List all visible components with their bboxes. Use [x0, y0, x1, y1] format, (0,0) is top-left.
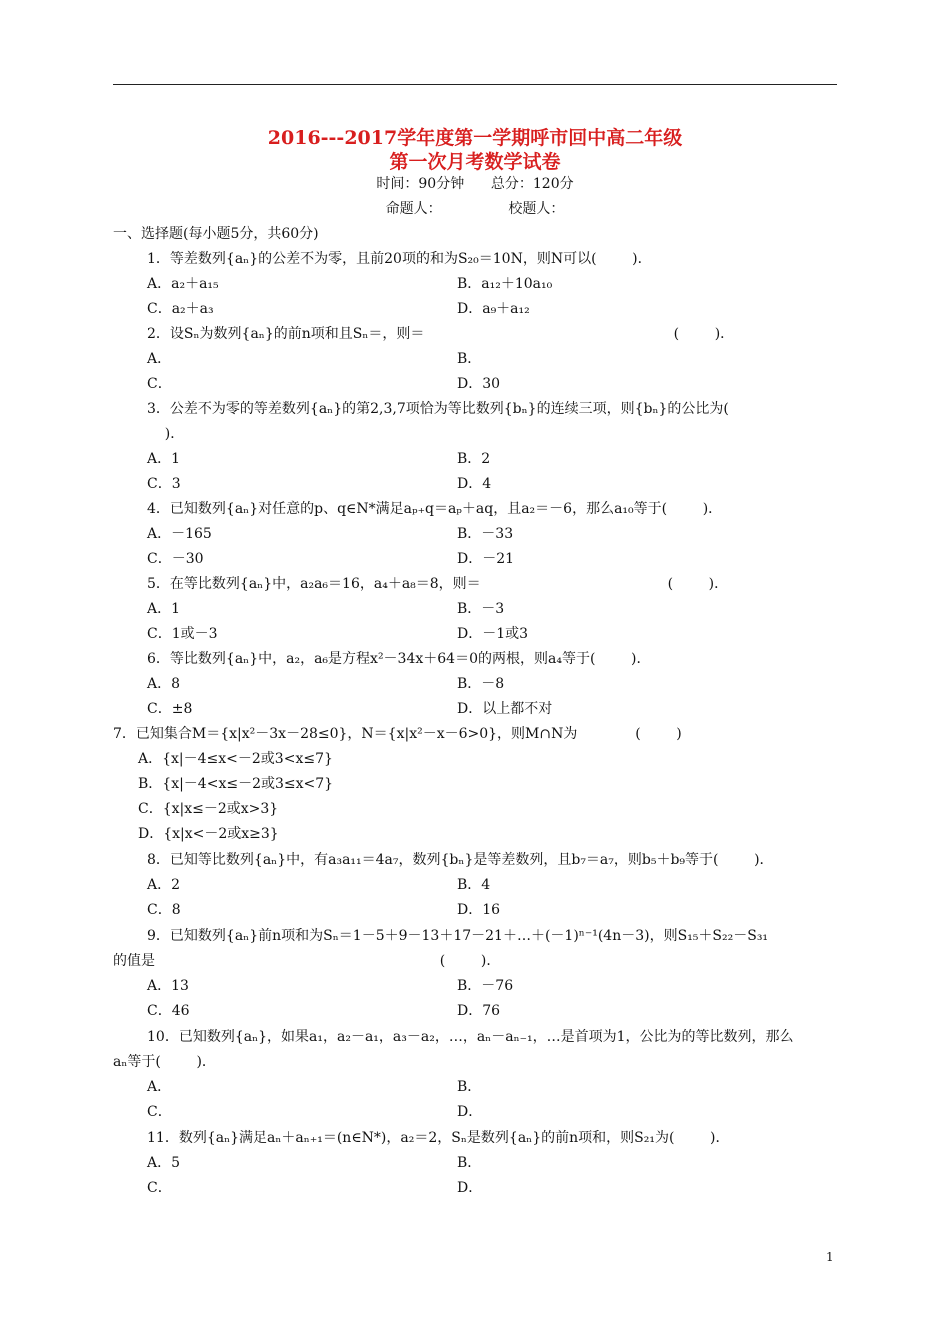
question-4-option-c: C．－30: [147, 551, 204, 567]
question-7-option-b: B．{x|－4<x≤－2或3≤x<7}: [138, 776, 334, 792]
question-4-option-b: B．－33: [457, 526, 514, 542]
question-4-option-a: A．－165: [147, 526, 212, 542]
question-2-option-c: C．: [147, 376, 172, 392]
question-10-option-b: B．: [457, 1079, 482, 1095]
question-9-option-c: C．46: [147, 1003, 190, 1019]
question-8-option-d: D．16: [457, 902, 501, 918]
question-6-option-c: C．±8: [147, 701, 193, 717]
question-5-option-b: B．－3: [457, 601, 505, 617]
question-6-option-d: D．以上都不对: [457, 701, 553, 717]
section-heading: 一、选择题(每小题5分，共60分): [113, 226, 319, 242]
question-9-option-b: B．－76: [457, 978, 514, 994]
question-3-option-d: D．4: [457, 476, 492, 492]
question-10-option-a: A．: [147, 1079, 172, 1095]
question-10-stem: 10．已知数列{aₙ}，如果a₁，a₂－a₁，a₃－a₂，…，aₙ－aₙ₋₁，…是首项为1，公比为的等比数列，那么: [147, 1029, 794, 1045]
question-2-option-a: A．: [147, 351, 172, 367]
question-6-option-a: A．8: [147, 676, 181, 692]
question-8-option-a: A．2: [147, 877, 181, 893]
question-11-option-c: C．: [147, 1180, 172, 1196]
question-6-stem: 6．等比数列{aₙ}中，a₂，a₆是方程x²－34x＋64＝0的两根，则a₄等于( )．: [147, 651, 651, 667]
question-9-option-a: A．13: [147, 978, 189, 994]
question-3-option-b: B．2: [457, 451, 491, 467]
question-9-option-d: D．76: [457, 1003, 501, 1019]
question-2-option-b: B．: [457, 351, 482, 367]
time-info: 时间：90分钟 总分：120分: [376, 176, 574, 192]
question-1-option-a: A．a₂＋a₁₅: [147, 276, 219, 292]
question-3-option-a: A．1: [147, 451, 181, 467]
question-8-option-c: C．8: [147, 902, 181, 918]
header-rule: [113, 84, 837, 85]
question-9-stem-cont: 的值是 ( )．: [113, 953, 501, 969]
question-1-option-d: D．a₉＋a₁₂: [457, 301, 530, 317]
question-3-stem-cont: )．: [147, 426, 185, 442]
question-5-option-c: C．1或－3: [147, 626, 218, 642]
question-10-stem-cont: aₙ等于( )．: [113, 1054, 216, 1070]
exam-title-line1: 2016---2017学年度第一学期呼市回中高二年级: [267, 127, 683, 149]
question-6-option-b: B．－8: [457, 676, 505, 692]
question-1-option-c: C．a₂＋a₃: [147, 301, 214, 317]
question-7-option-c: C．{x|x≤－2或x>3}: [138, 801, 279, 817]
question-8-stem: 8．已知等比数列{aₙ}中，有a₃a₁₁＝4a₇，数列{bₙ}是等差数列，且b₇＝a₇，则b₅＋b₉等于( )．: [147, 852, 774, 868]
author-info: 命题人： 校题人：: [385, 201, 565, 217]
question-7-stem: 7．已知集合M＝{x|x²－3x－28≤0}，N＝{x|x²－x－6>0}，则M∩N为 ( ): [113, 726, 682, 742]
question-10-option-d: D．: [457, 1104, 483, 1120]
question-3-option-c: C．3: [147, 476, 181, 492]
question-11-stem: 11．数列{aₙ}满足aₙ＋aₙ₊₁＝(n∈N*)，a₂＝2，Sₙ是数列{aₙ}的前n项和，则S₂₁为( )．: [147, 1130, 730, 1146]
question-8-option-b: B．4: [457, 877, 491, 893]
question-3-stem: 3．公差不为零的等差数列{aₙ}的第2,3,7项恰为等比数列{bₙ}的连续三项，则{bₙ}的公比为(: [147, 401, 729, 417]
question-4-option-d: D．－21: [457, 551, 515, 567]
question-2-option-d: D．30: [457, 376, 501, 392]
question-5-stem: 5．在等比数列{aₙ}中，a₂a₆＝16，a₄＋a₈＝8，则＝ ( )．: [147, 576, 729, 592]
question-7-option-a: A．{x|－4≤x<－2或3<x≤7}: [138, 751, 333, 767]
question-7-option-d: D．{x|x<－2或x≥3}: [138, 826, 279, 842]
question-11-option-b: B．: [457, 1155, 482, 1171]
question-4-stem: 4．已知数列{aₙ}对任意的p、q∈N*满足aₚ₊q＝aₚ＋aq，且a₂＝－6，那么a₁₀等于( )．: [147, 501, 723, 517]
page-number: 1: [826, 1250, 834, 1264]
question-5-option-a: A．1: [147, 601, 181, 617]
question-2-stem: 2．设Sₙ为数列{aₙ}的前n项和且Sₙ＝，则＝ ( )．: [147, 326, 735, 342]
question-11-option-d: D．: [457, 1180, 483, 1196]
question-9-stem: 9．已知数列{aₙ}前n项和为Sₙ＝1－5＋9－13＋17－21＋…＋(－1)ⁿ⁻¹(4n－3)，则S₁₅＋S₂₂－S₃₁: [147, 928, 769, 944]
question-11-option-a: A．5: [147, 1155, 181, 1171]
question-1-stem: 1．等差数列{aₙ}的公差不为零，且前20项的和为S₂₀＝10N，则N可以( )．: [147, 251, 652, 267]
exam-title-line2: 第一次月考数学试卷: [389, 151, 561, 173]
question-10-option-c: C．: [147, 1104, 172, 1120]
question-5-option-d: D．－1或3: [457, 626, 529, 642]
question-1-option-b: B．a₁₂＋10a₁₀: [457, 276, 553, 292]
